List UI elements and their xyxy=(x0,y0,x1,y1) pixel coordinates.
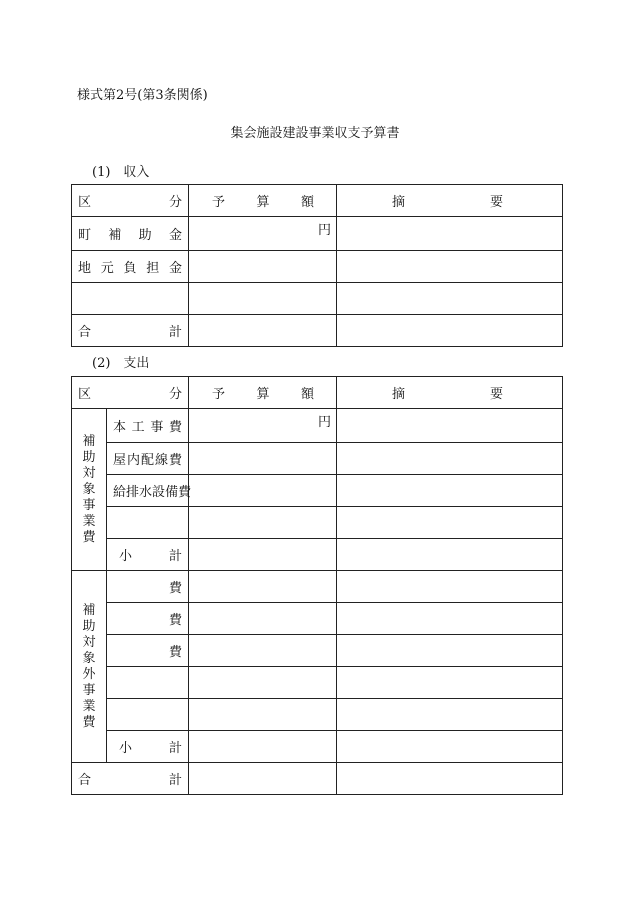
expense-item-label: 本 工 事 費 xyxy=(107,409,189,443)
income-total-label: 合 計 xyxy=(72,315,189,347)
expense-budget-cell[interactable] xyxy=(189,409,337,443)
income-header-row xyxy=(72,185,563,217)
subtotal-summary[interactable] xyxy=(337,539,563,571)
income-table xyxy=(71,184,563,347)
expense-row-plumbing xyxy=(72,475,563,507)
expense-item-label: 給 排 水 設 備 費 xyxy=(107,475,189,507)
header-summary: 摘 要 xyxy=(337,185,563,217)
expense-budget-cell[interactable] xyxy=(189,667,337,699)
expense-summary-cell[interactable] xyxy=(337,635,563,667)
expense-summary-cell[interactable] xyxy=(337,507,563,539)
income-budget-cell[interactable] xyxy=(189,251,337,283)
non-subsidized-costs-group-label: 補 助 対 象 外 事 業 費 xyxy=(72,571,107,763)
expense-budget-cell[interactable] xyxy=(189,475,337,507)
subsidized-costs-group-label: 補 助 対 象 事 業 費 xyxy=(72,409,107,571)
income-item-label[interactable] xyxy=(72,283,189,315)
income-row-town-subsidy xyxy=(72,217,563,251)
income-summary-cell[interactable] xyxy=(337,251,563,283)
income-row-local-share xyxy=(72,251,563,283)
income-item-label: 町 補 助 金 xyxy=(72,217,189,251)
income-row-blank xyxy=(72,283,563,315)
header-summary: 摘 要 xyxy=(337,377,563,409)
document-title: 集会施設建設事業収支予算書 xyxy=(230,126,400,141)
expense-item-label[interactable]: 費 xyxy=(107,571,189,603)
expense-budget-cell[interactable] xyxy=(189,603,337,635)
header-budget: 予 算 額 xyxy=(189,377,337,409)
income-heading xyxy=(92,161,149,180)
expense-item-label[interactable]: 費 xyxy=(107,635,189,667)
expense-total-row xyxy=(72,763,563,795)
income-total-row xyxy=(72,315,563,347)
expense-item-label[interactable]: 費 xyxy=(107,603,189,635)
yen-unit: 円 xyxy=(317,415,331,430)
expense-budget-cell[interactable] xyxy=(189,507,337,539)
expense-row-blank xyxy=(72,667,563,699)
expense-summary-cell[interactable] xyxy=(337,603,563,635)
expense-item-label: 屋 内 配 線 費 xyxy=(107,443,189,475)
expense-summary-cell[interactable] xyxy=(337,667,563,699)
expense-budget-cell[interactable] xyxy=(189,699,337,731)
income-total-summary[interactable] xyxy=(337,315,563,347)
header-category: 区 分 xyxy=(72,377,189,409)
income-heading-label: 収入 xyxy=(123,165,150,180)
form-label: 様式第2号(第3条関係) xyxy=(77,88,208,103)
expense-summary-cell[interactable] xyxy=(337,409,563,443)
expense-item-label[interactable] xyxy=(107,667,189,699)
expense-summary-cell[interactable] xyxy=(337,699,563,731)
subtotal-budget[interactable] xyxy=(189,539,337,571)
expense-heading-label: 支出 xyxy=(123,356,150,371)
expense-row-other-cost xyxy=(72,603,563,635)
expense-budget-cell[interactable] xyxy=(189,443,337,475)
expense-item-label[interactable] xyxy=(107,507,189,539)
subtotal-label: 小 計 xyxy=(107,731,189,763)
expense-subtotal-row xyxy=(72,539,563,571)
expense-subtotal-row xyxy=(72,731,563,763)
income-total-budget[interactable] xyxy=(189,315,337,347)
subtotal-budget[interactable] xyxy=(189,731,337,763)
expense-total-label: 合 計 xyxy=(72,763,189,795)
income-summary-cell[interactable] xyxy=(337,283,563,315)
expense-row-indoor-wiring xyxy=(72,443,563,475)
header-budget: 予 算 額 xyxy=(189,185,337,217)
yen-unit: 円 xyxy=(317,223,331,238)
expense-table xyxy=(71,376,563,795)
expense-item-label[interactable] xyxy=(107,699,189,731)
expense-row-other-cost xyxy=(72,571,563,603)
income-budget-cell[interactable] xyxy=(189,283,337,315)
expense-summary-cell[interactable] xyxy=(337,571,563,603)
expense-row-blank xyxy=(72,507,563,539)
income-item-label: 地 元 負 担 金 xyxy=(72,251,189,283)
expense-row-main-construction xyxy=(72,409,563,443)
expense-heading-number: (2) xyxy=(92,356,111,371)
subtotal-label: 小 計 xyxy=(107,539,189,571)
expense-summary-cell[interactable] xyxy=(337,475,563,507)
subtotal-summary[interactable] xyxy=(337,731,563,763)
expense-budget-cell[interactable] xyxy=(189,571,337,603)
expense-summary-cell[interactable] xyxy=(337,443,563,475)
expense-row-other-cost xyxy=(72,635,563,667)
income-heading-number: (1) xyxy=(92,165,111,180)
income-budget-cell[interactable] xyxy=(189,217,337,251)
expense-header-row xyxy=(72,377,563,409)
expense-row-blank xyxy=(72,699,563,731)
expense-budget-cell[interactable] xyxy=(189,635,337,667)
expense-heading xyxy=(92,352,149,371)
header-category: 区 分 xyxy=(72,185,189,217)
income-summary-cell[interactable] xyxy=(337,217,563,251)
expense-total-budget[interactable] xyxy=(189,763,337,795)
expense-total-summary[interactable] xyxy=(337,763,563,795)
